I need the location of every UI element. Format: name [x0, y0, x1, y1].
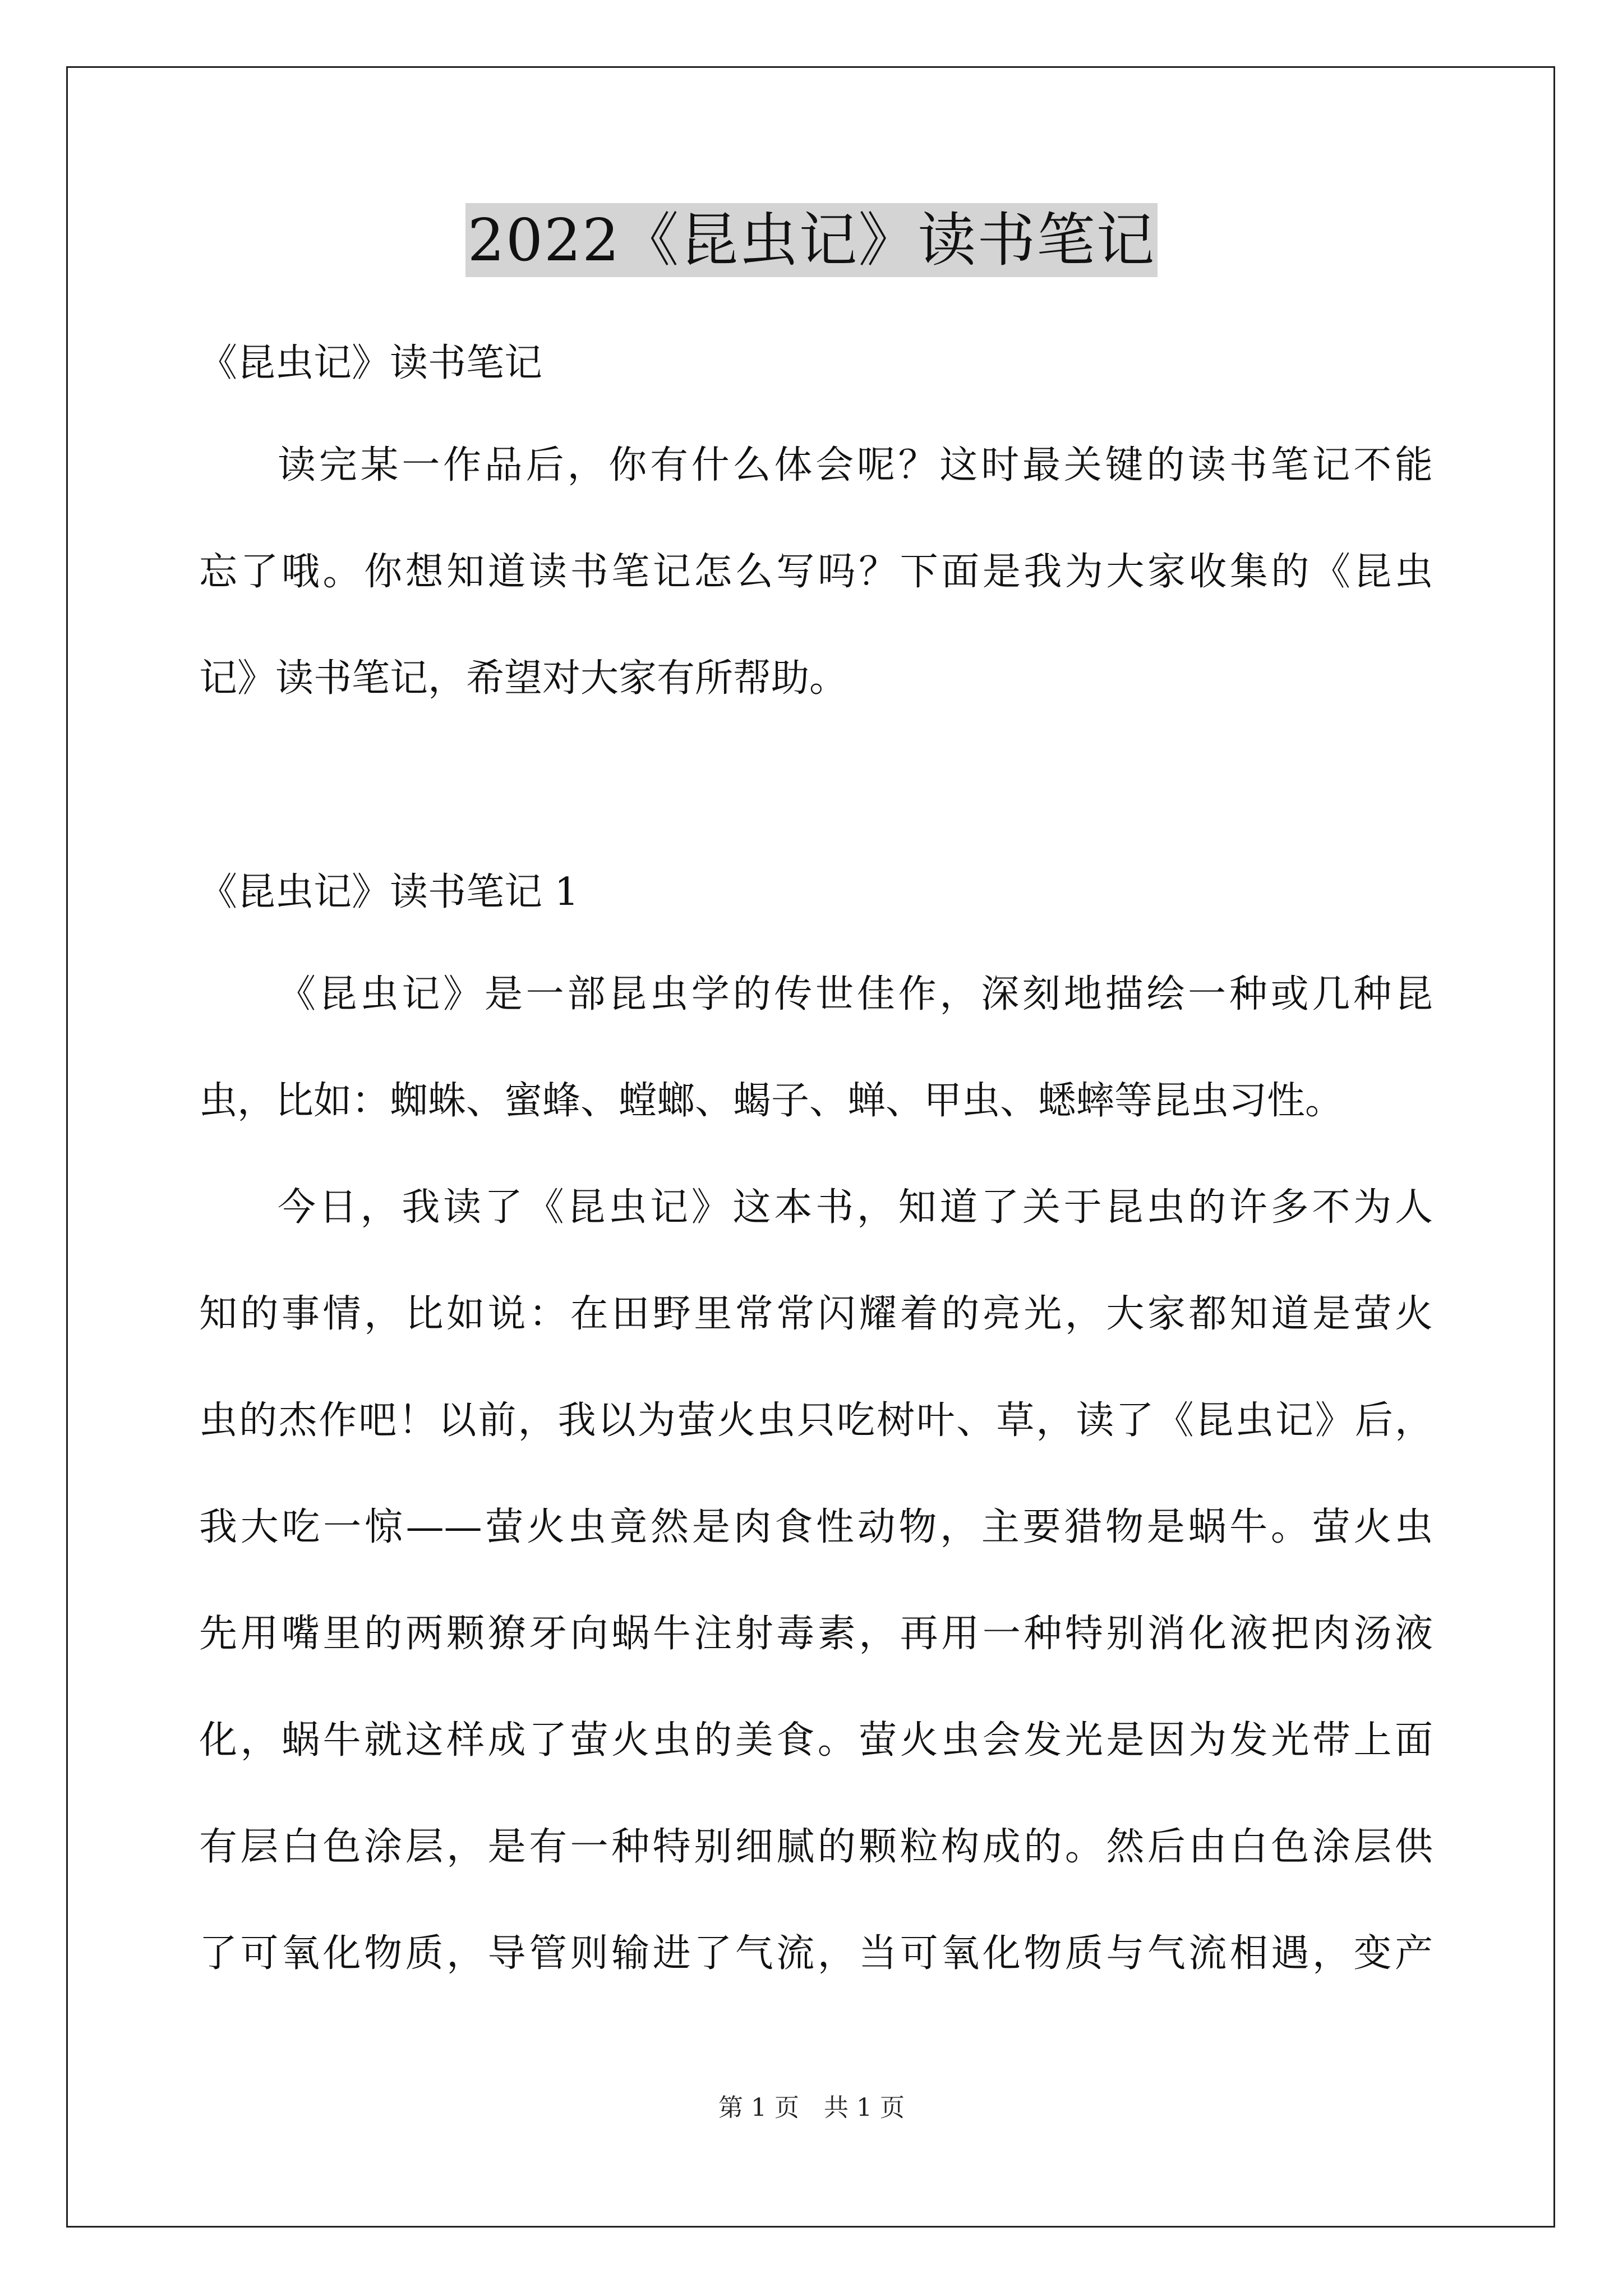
- text-line: 知的事情，比如说：在田野里常常闪耀着的亮光，大家都知道是萤火: [199, 1292, 1433, 1336]
- section-heading: 《昆虫记》读书笔记 1: [199, 870, 579, 914]
- document-body: [199, 337, 1433, 1980]
- intro-paragraph: [199, 439, 1433, 705]
- text-line: 有层白色涂层，是有一种特别细腻的颗粒构成的。然后由白色涂层供: [199, 1825, 1433, 1869]
- paragraph-2: [199, 1181, 1433, 1980]
- text-line: 化，蜗牛就这样成了萤火虫的美食。萤火虫会发光是因为发光带上面: [199, 1718, 1433, 1763]
- text-line: 了可氧化物质，导管则输进了气流，当可氧化物质与气流相遇，变产: [199, 1931, 1433, 1976]
- paragraph-1: [199, 968, 1433, 1128]
- text-line: 忘了哦。你想知道读书笔记怎么写吗？下面是我为大家收集的《昆虫: [199, 550, 1433, 594]
- text-line: 先用嘴里的两颗獠牙向蜗牛注射毒素，再用一种特别消化液把肉汤液: [199, 1612, 1433, 1656]
- text-line: 《昆虫记》是一部昆虫学的传世佳作，深刻地描绘一种或几种昆: [278, 972, 1433, 1016]
- text-line: 今日，我读了《昆虫记》这本书，知道了关于昆虫的许多不为人: [278, 1185, 1433, 1230]
- text-line: 虫，比如：蜘蛛、蜜蜂、螳螂、蝎子、蝉、甲虫、蟋蟀等昆虫习性。: [199, 1079, 1344, 1123]
- text-line: 记》读书笔记，希望对大家有所帮助。: [199, 656, 848, 701]
- title-wrap: [0, 203, 1623, 277]
- text-line: 虫的杰作吧！以前，我以为萤火虫只吃树叶、草，读了《昆虫记》后，: [199, 1398, 1433, 1443]
- page-number: 第 1 页 共 1 页: [718, 2093, 905, 2122]
- intro-heading: 《昆虫记》读书笔记: [199, 341, 543, 385]
- page-footer: [0, 2091, 1623, 2125]
- document-title: 2022《昆虫记》读书笔记: [465, 203, 1158, 277]
- text-line: 我大吃一惊——萤火虫竟然是肉食性动物，主要猎物是蜗牛。萤火虫: [199, 1505, 1433, 1549]
- text-line: 读完某一作品后，你有什么体会呢？这时最关键的读书笔记不能: [278, 443, 1433, 487]
